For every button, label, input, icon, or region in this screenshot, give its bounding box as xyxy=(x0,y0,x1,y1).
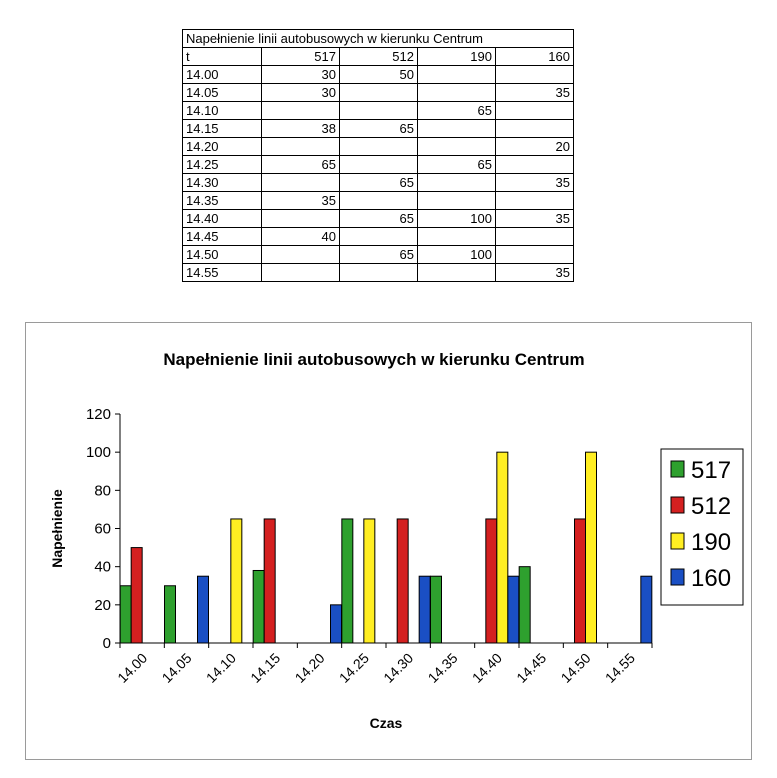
bar-512-14.40 xyxy=(486,519,497,643)
chart-frame xyxy=(25,322,752,760)
table-header-row xyxy=(183,48,574,66)
bar-160-14.40 xyxy=(508,576,519,643)
header-line-517: 517 xyxy=(262,48,340,66)
value-cell xyxy=(496,192,574,210)
table-row xyxy=(183,102,574,120)
value-cell: 65 xyxy=(340,120,418,138)
value-cell xyxy=(262,210,340,228)
value-cell xyxy=(418,192,496,210)
bar-chart xyxy=(26,323,751,759)
bar-190-14.25 xyxy=(364,519,375,643)
bar-160-14.05 xyxy=(198,576,209,643)
bar-160-14.55 xyxy=(641,576,652,643)
value-cell: 20 xyxy=(496,138,574,156)
y-tick-label: 80 xyxy=(94,482,111,500)
value-cell xyxy=(496,120,574,138)
value-cell xyxy=(340,192,418,210)
x-tick-label: 14.10 xyxy=(202,649,239,686)
time-cell: 14.00 xyxy=(183,66,262,84)
bar-160-14.20 xyxy=(331,605,342,643)
legend-swatch-512 xyxy=(671,497,684,513)
value-cell: 65 xyxy=(340,210,418,228)
value-cell xyxy=(418,174,496,192)
table-row xyxy=(183,174,574,192)
legend-swatch-517 xyxy=(671,461,684,477)
value-cell xyxy=(418,228,496,246)
legend-swatch-190 xyxy=(671,533,684,549)
x-tick-label: 14.15 xyxy=(247,649,284,686)
value-cell: 100 xyxy=(418,210,496,228)
value-cell: 35 xyxy=(262,192,340,210)
bar-190-14.10 xyxy=(231,519,242,643)
value-cell xyxy=(262,102,340,120)
x-tick-label: 14.55 xyxy=(601,649,638,686)
x-tick-label: 14.40 xyxy=(468,649,505,686)
value-cell: 35 xyxy=(496,174,574,192)
value-cell xyxy=(340,228,418,246)
x-tick-label: 14.00 xyxy=(114,649,151,686)
y-axis-label: Napełnienie xyxy=(49,489,65,568)
value-cell: 100 xyxy=(418,246,496,264)
header-line-512: 512 xyxy=(340,48,418,66)
bar-517-14.00 xyxy=(120,586,131,643)
value-cell xyxy=(340,102,418,120)
y-tick-label: 120 xyxy=(85,406,111,423)
bar-512-14.50 xyxy=(575,519,586,643)
header-line-160: 160 xyxy=(496,48,574,66)
table-row xyxy=(183,210,574,228)
value-cell xyxy=(496,102,574,120)
x-tick-label: 14.25 xyxy=(335,649,372,686)
time-cell: 14.50 xyxy=(183,246,262,264)
time-cell: 14.45 xyxy=(183,228,262,246)
x-tick-label: 14.45 xyxy=(513,649,550,686)
value-cell xyxy=(496,228,574,246)
header-time: t xyxy=(183,48,262,66)
value-cell: 30 xyxy=(262,66,340,84)
time-cell: 14.15 xyxy=(183,120,262,138)
header-line-190: 190 xyxy=(418,48,496,66)
x-tick-label: 14.50 xyxy=(557,649,594,686)
bar-512-14.15 xyxy=(264,519,275,643)
value-cell: 65 xyxy=(418,102,496,120)
data-table xyxy=(182,29,574,282)
bar-517-14.35 xyxy=(431,576,442,643)
y-tick-label: 40 xyxy=(94,558,111,576)
value-cell: 38 xyxy=(262,120,340,138)
value-cell xyxy=(340,156,418,174)
table-row xyxy=(183,120,574,138)
value-cell xyxy=(496,156,574,174)
table-row xyxy=(183,246,574,264)
table-row xyxy=(183,192,574,210)
value-cell xyxy=(340,84,418,102)
value-cell xyxy=(262,174,340,192)
bar-517-14.25 xyxy=(342,519,353,643)
x-tick-label: 14.35 xyxy=(424,649,461,686)
table-row xyxy=(183,138,574,156)
table-row xyxy=(183,66,574,84)
time-cell: 14.30 xyxy=(183,174,262,192)
y-tick-label: 0 xyxy=(102,635,111,652)
table-row xyxy=(183,264,574,282)
table-row xyxy=(183,84,574,102)
legend-swatch-160 xyxy=(671,569,684,585)
x-tick-label: 14.05 xyxy=(158,649,195,686)
y-tick-label: 20 xyxy=(94,596,111,614)
value-cell: 35 xyxy=(496,210,574,228)
value-cell: 30 xyxy=(262,84,340,102)
value-cell xyxy=(418,138,496,156)
bar-160-14.30 xyxy=(419,576,430,643)
value-cell xyxy=(418,264,496,282)
bar-190-14.40 xyxy=(497,452,508,643)
time-cell: 14.05 xyxy=(183,84,262,102)
legend-label-517: 517 xyxy=(691,457,732,484)
bar-190-14.50 xyxy=(586,452,597,643)
y-tick-label: 60 xyxy=(94,520,111,538)
value-cell: 35 xyxy=(496,84,574,102)
value-cell xyxy=(262,246,340,264)
y-tick-label: 100 xyxy=(85,444,111,462)
chart-title: Napełnienie linii autobusowych w kierunku Centrum xyxy=(163,350,585,369)
time-cell: 14.40 xyxy=(183,210,262,228)
bar-517-14.45 xyxy=(519,567,530,643)
table-row xyxy=(183,228,574,246)
bar-517-14.15 xyxy=(253,570,264,643)
table-row xyxy=(183,156,574,174)
time-cell: 14.35 xyxy=(183,192,262,210)
x-tick-label: 14.20 xyxy=(291,649,328,686)
time-cell: 14.20 xyxy=(183,138,262,156)
value-cell xyxy=(262,264,340,282)
time-cell: 14.25 xyxy=(183,156,262,174)
value-cell xyxy=(496,66,574,84)
table-title-row xyxy=(183,30,574,48)
value-cell xyxy=(418,66,496,84)
value-cell: 65 xyxy=(340,174,418,192)
value-cell xyxy=(418,120,496,138)
legend-label-190: 190 xyxy=(691,529,732,556)
table-title: Napełnienie linii autobusowych w kierunku Centrum xyxy=(183,30,574,48)
x-tick-label: 14.30 xyxy=(380,649,417,686)
legend-label-160: 160 xyxy=(691,565,732,592)
value-cell: 65 xyxy=(418,156,496,174)
value-cell: 65 xyxy=(340,246,418,264)
value-cell: 35 xyxy=(496,264,574,282)
x-axis-label: Czas xyxy=(369,715,403,731)
value-cell: 50 xyxy=(340,66,418,84)
legend-label-512: 512 xyxy=(691,493,732,520)
value-cell: 65 xyxy=(262,156,340,174)
time-cell: 14.10 xyxy=(183,102,262,120)
bar-512-14.00 xyxy=(131,548,142,643)
value-cell xyxy=(262,138,340,156)
value-cell: 40 xyxy=(262,228,340,246)
bar-512-14.30 xyxy=(397,519,408,643)
value-cell xyxy=(340,264,418,282)
time-cell: 14.55 xyxy=(183,264,262,282)
value-cell xyxy=(340,138,418,156)
value-cell xyxy=(496,246,574,264)
bar-517-14.05 xyxy=(165,586,176,643)
value-cell xyxy=(418,84,496,102)
